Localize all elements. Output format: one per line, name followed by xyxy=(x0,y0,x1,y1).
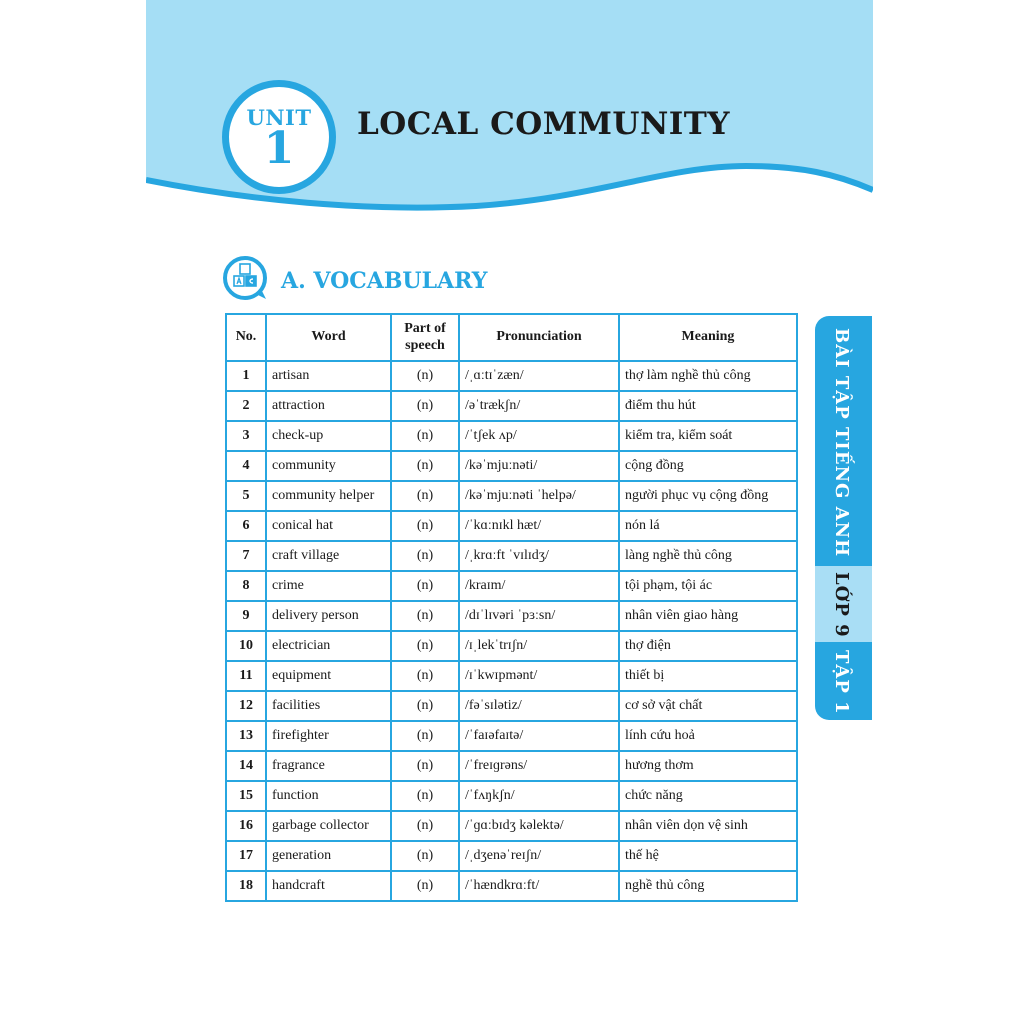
side-tab-grade: LỚP 9 xyxy=(831,572,852,638)
cell-meaning: chức năng xyxy=(619,781,797,811)
cell-part-of-speech: (n) xyxy=(391,571,459,601)
cell-word: crime xyxy=(266,571,391,601)
unit-badge xyxy=(222,80,336,194)
cell-part-of-speech: (n) xyxy=(391,841,459,871)
table-row xyxy=(226,751,797,781)
cell-no: 4 xyxy=(226,451,266,481)
cell-word: firefighter xyxy=(266,721,391,751)
cell-meaning: điểm thu hút xyxy=(619,391,797,421)
cell-meaning: nón lá xyxy=(619,511,797,541)
cell-pronunciation: /ˈɡɑːbɪdʒ kəlektə/ xyxy=(459,811,619,841)
side-tab-series: BÀI TẬP TIẾNG ANH xyxy=(831,328,852,558)
cell-meaning: tội phạm, tội ác xyxy=(619,571,797,601)
cell-part-of-speech: (n) xyxy=(391,421,459,451)
cell-word: garbage collector xyxy=(266,811,391,841)
cell-pronunciation: /ˈfreɪɡrəns/ xyxy=(459,751,619,781)
cell-part-of-speech: (n) xyxy=(391,811,459,841)
table-row xyxy=(226,571,797,601)
table-row xyxy=(226,811,797,841)
cell-no: 13 xyxy=(226,721,266,751)
header-part-of-speech xyxy=(391,314,459,361)
cell-pronunciation: /ˈfaɪəfaɪtə/ xyxy=(459,721,619,751)
cell-pronunciation: /ˈhændkrɑːft/ xyxy=(459,871,619,901)
cell-meaning: cộng đồng xyxy=(619,451,797,481)
cell-part-of-speech: (n) xyxy=(391,481,459,511)
cell-pronunciation: /ˌdʒenəˈreɪʃn/ xyxy=(459,841,619,871)
cell-part-of-speech: (n) xyxy=(391,751,459,781)
cell-word: electrician xyxy=(266,631,391,661)
cell-pronunciation: /kəˈmjuːnəti ˈhelpə/ xyxy=(459,481,619,511)
cell-part-of-speech: (n) xyxy=(391,361,459,391)
header-meaning: Meaning xyxy=(619,314,797,361)
cell-word: equipment xyxy=(266,661,391,691)
cell-no: 2 xyxy=(226,391,266,421)
header-word: Word xyxy=(266,314,391,361)
cell-part-of-speech: (n) xyxy=(391,451,459,481)
table-row xyxy=(226,601,797,631)
cell-pronunciation: /kraɪm/ xyxy=(459,571,619,601)
cell-pronunciation: /ˌɑːtɪˈzæn/ xyxy=(459,361,619,391)
cell-no: 11 xyxy=(226,661,266,691)
table-row xyxy=(226,721,797,751)
table-row xyxy=(226,661,797,691)
cell-no: 14 xyxy=(226,751,266,781)
cell-meaning: người phục vụ cộng đồng xyxy=(619,481,797,511)
unit-label: UNIT xyxy=(246,105,312,130)
cell-pronunciation: /fəˈsɪlətiz/ xyxy=(459,691,619,721)
unit-number: 1 xyxy=(263,123,295,174)
table-row xyxy=(226,781,797,811)
cell-word: handcraft xyxy=(266,871,391,901)
cell-meaning: nhân viên dọn vệ sinh xyxy=(619,811,797,841)
cell-pronunciation: /ˈkɑːnɪkl hæt/ xyxy=(459,511,619,541)
cell-meaning: thợ làm nghề thủ công xyxy=(619,361,797,391)
cell-part-of-speech: (n) xyxy=(391,661,459,691)
cell-meaning: lính cứu hoả xyxy=(619,721,797,751)
cell-part-of-speech: (n) xyxy=(391,781,459,811)
side-tab xyxy=(815,316,872,720)
cell-word: check-up xyxy=(266,421,391,451)
cell-pronunciation: /ˈtʃek ʌp/ xyxy=(459,421,619,451)
cell-no: 18 xyxy=(226,871,266,901)
cell-meaning: thế hệ xyxy=(619,841,797,871)
cell-word: function xyxy=(266,781,391,811)
header-pos-line2: speech xyxy=(405,337,445,353)
table-row xyxy=(226,541,797,571)
cell-meaning: thiết bị xyxy=(619,661,797,691)
cell-part-of-speech: (n) xyxy=(391,391,459,421)
cell-pronunciation: /kəˈmjuːnəti/ xyxy=(459,451,619,481)
cell-part-of-speech: (n) xyxy=(391,691,459,721)
cell-no: 6 xyxy=(226,511,266,541)
cell-word: fragrance xyxy=(266,751,391,781)
cell-part-of-speech: (n) xyxy=(391,721,459,751)
table-body xyxy=(226,361,797,901)
table-row xyxy=(226,481,797,511)
side-tab-volume: TẬP 1 xyxy=(831,650,852,715)
cell-word: conical hat xyxy=(266,511,391,541)
header-pos-line1: Part of xyxy=(404,320,446,336)
cell-pronunciation: /əˈtrækʃn/ xyxy=(459,391,619,421)
cell-part-of-speech: (n) xyxy=(391,601,459,631)
cell-pronunciation: /ɪˌlekˈtrɪʃn/ xyxy=(459,631,619,661)
cell-meaning: hương thơm xyxy=(619,751,797,781)
cell-no: 12 xyxy=(226,691,266,721)
header-no: No. xyxy=(226,314,266,361)
cell-word: community xyxy=(266,451,391,481)
table-row xyxy=(226,511,797,541)
cell-word: facilities xyxy=(266,691,391,721)
cell-word: delivery person xyxy=(266,601,391,631)
cell-no: 5 xyxy=(226,481,266,511)
cell-no: 10 xyxy=(226,631,266,661)
cell-meaning: làng nghề thủ công xyxy=(619,541,797,571)
cell-part-of-speech: (n) xyxy=(391,871,459,901)
table-row xyxy=(226,421,797,451)
cell-no: 3 xyxy=(226,421,266,451)
cell-word: craft village xyxy=(266,541,391,571)
cell-no: 16 xyxy=(226,811,266,841)
cell-part-of-speech: (n) xyxy=(391,631,459,661)
cell-word: artisan xyxy=(266,361,391,391)
table-row xyxy=(226,451,797,481)
header-pronunciation: Pronunciation xyxy=(459,314,619,361)
cell-pronunciation: /ˈfʌŋkʃn/ xyxy=(459,781,619,811)
cell-no: 15 xyxy=(226,781,266,811)
cell-word: attraction xyxy=(266,391,391,421)
vocabulary-table xyxy=(225,313,798,902)
table-header-row xyxy=(226,314,797,361)
cell-meaning: nhân viên giao hàng xyxy=(619,601,797,631)
table-row xyxy=(226,871,797,901)
cell-meaning: kiểm tra, kiểm soát xyxy=(619,421,797,451)
cell-pronunciation: /dɪˈlɪvəri ˈpɜːsn/ xyxy=(459,601,619,631)
unit-title: LOCAL COMMUNITY xyxy=(357,106,730,142)
cell-meaning: thợ điện xyxy=(619,631,797,661)
table-row xyxy=(226,361,797,391)
cell-no: 17 xyxy=(226,841,266,871)
abc-blocks-icon xyxy=(222,255,268,301)
cell-no: 1 xyxy=(226,361,266,391)
cell-part-of-speech: (n) xyxy=(391,511,459,541)
cell-pronunciation: /ˌkrɑːft ˈvɪlɪdʒ/ xyxy=(459,541,619,571)
cell-no: 7 xyxy=(226,541,266,571)
cell-meaning: nghề thủ công xyxy=(619,871,797,901)
cell-no: 8 xyxy=(226,571,266,601)
table-row xyxy=(226,631,797,661)
cell-no: 9 xyxy=(226,601,266,631)
table-row xyxy=(226,691,797,721)
table-row xyxy=(226,841,797,871)
cell-word: generation xyxy=(266,841,391,871)
cell-word: community helper xyxy=(266,481,391,511)
cell-part-of-speech: (n) xyxy=(391,541,459,571)
section-title: A. VOCABULARY xyxy=(281,268,488,294)
table-row xyxy=(226,391,797,421)
cell-pronunciation: /ɪˈkwɪpmənt/ xyxy=(459,661,619,691)
cell-meaning: cơ sở vật chất xyxy=(619,691,797,721)
